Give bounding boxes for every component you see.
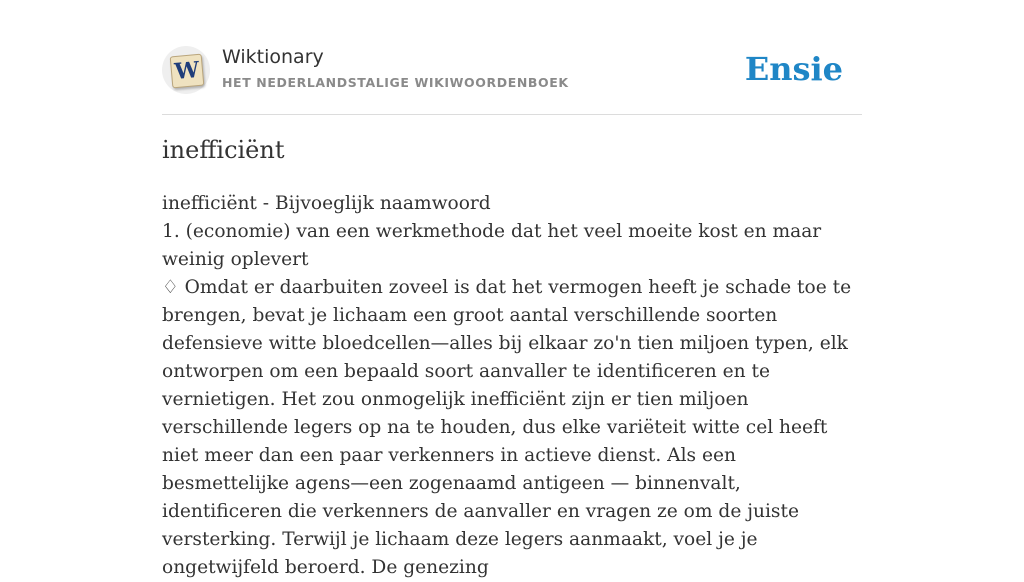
- example-text: ♢ Omdat er daarbuiten zoveel is dat het vermogen heeft je schade toe te brengen, bevat je lichaam een groot aantal verschillende soorten defensieve witte bloedcellen—alles bij elkaar zo'n tien miljoen typen, elk ontworpen om een bepaald soort aanvaller te identificeren en te vernietigen. Het zou onmogelijk inefficiënt zijn er tien miljoen verschillende legers op na te houden, dus elke variëteit witte cel heeft niet meer dan een paar verkenners in actieve dienst. Als een besmettelijke agens—een zogenaamd antigeen — binnenvalt, identificeren die verkenners de aanvaller en vragen ze om de juiste versterking. Terwijl je lichaam deze legers aanmaakt, voel je je ongetwijfeld beroerd. De genezing: [162, 277, 852, 578]
- ensie-brand-logo[interactable]: Ensie: [744, 50, 843, 88]
- entry-title: inefficiënt: [162, 136, 285, 164]
- site-header: [162, 44, 862, 115]
- wiktionary-tile-icon: W: [170, 54, 205, 89]
- wiktionary-logo[interactable]: [162, 46, 210, 94]
- site-name[interactable]: Wiktionary: [222, 46, 324, 68]
- part-of-speech-line: inefficiënt - Bijvoeglijk naamwoord: [162, 193, 491, 214]
- definition-text: 1. (economie) van een werkmethode dat het veel moeite kost en maar weinig oplevert: [162, 221, 822, 270]
- entry-content: [162, 190, 862, 582]
- site-tagline: HET NEDERLANDSTALIGE WIKIWOORDENBOEK: [222, 75, 569, 90]
